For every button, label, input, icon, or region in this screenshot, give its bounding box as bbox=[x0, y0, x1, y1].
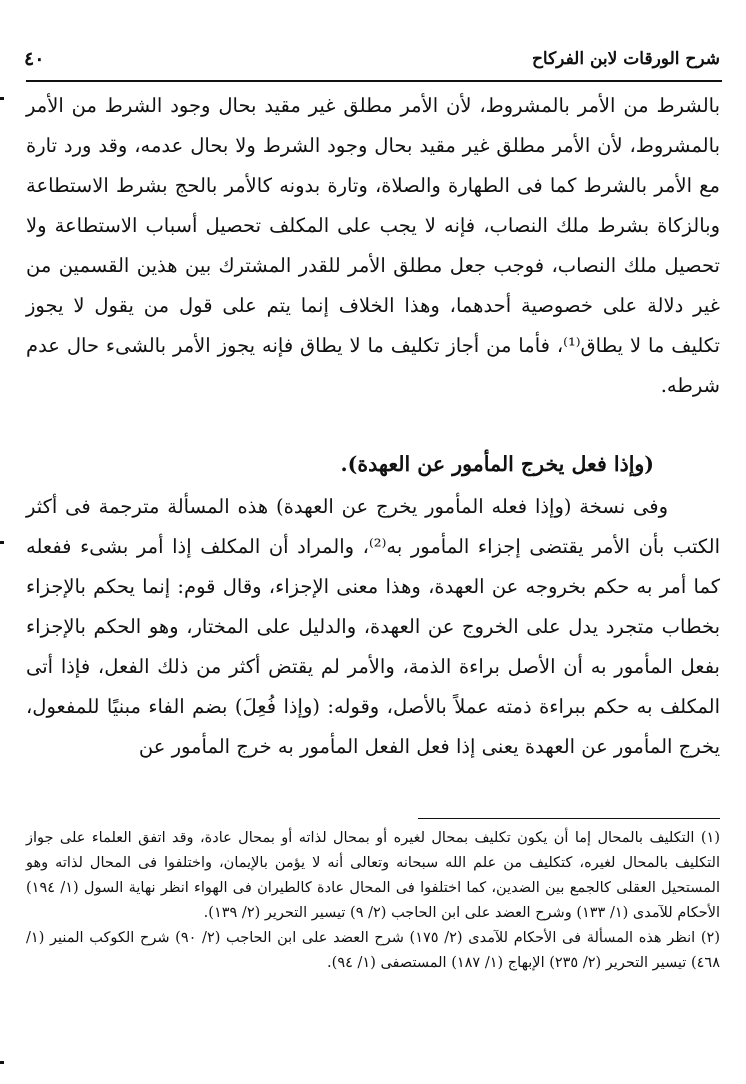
section-heading: (وإذا فعل يخرج المأمور عن العهدة). bbox=[340, 452, 654, 476]
header-rule bbox=[26, 80, 722, 82]
paragraph-2: وفى نسخة (وإذا فعله المأمور يخرج عن العهدة) هذه المسألة مترجمة فى أكثر الكتب بأن الأمر يقتضى إجزاء المأمور به⁽²⁾، والمراد أن المكلف إذا أمر بشىء ففعله كما أمر به حكم بخروجه عن العهدة، وهذا معنى الإجزاء، وقال قوم: إنما يحكم بالإجزاء بخطاب متجرد يدل على الخروج عن العهدة، والدليل على المختار، وهو الحكم بالإجزاء بفعل المأمور به أن الأصل براءة الذمة، والأمر لم يقتض أكثر من ذلك الفعل، فإذا أتى المكلف به حكم ببراءة ذمته عملاً بالأصل، وقوله: (وإذا فُعِلَ) بضم الفاء مبنيًا للمفعول، يخرج المأمور عن العهدة يعنى إذا فعل الفعل المأمور به خرج المأمور عن bbox=[26, 495, 720, 758]
footnote-rule bbox=[418, 818, 720, 819]
footnote-2: (٢) انظر هذه المسألة فى الأحكام للآمدى (٢/ ١٧٥) شرح العضد على ابن الحاجب (٢/ ٩٠) شرح الكوكب المنير (١/ ٤٦٨) تيسير التحرير (٢/ ٢٣٥) الإبهاج (١/ ١٨٧) المستصفى (١/ ٩٤). bbox=[26, 930, 720, 971]
margin-mark bbox=[0, 1061, 4, 1064]
page-header bbox=[24, 38, 720, 80]
footnote-1: (١) التكليف بالمحال إما أن يكون تكليف بمحال لغيره أو بمحال لذاته أو بمحال عادة، وقد اتفق العلماء على جواز التكليف بالمحال لغيره، كتكليف من علم الله سبحانه وتعالى أنه لا يؤمن بالإيمان، واختلفوا فى المحال لذاته وهو المستحيل العقلى كالجمع بين الضدين، كما اختلفوا فى المحال عادة كالطيران فى الهواء انظر نهاية السول (١/ ١٩٤) الأحكام للآمدى (١/ ١٣٣) وشرح العضد على ابن الحاجب (٢/ ٩) تيسير التحرير (٢/ ١٣٩). bbox=[26, 830, 720, 921]
page-number: ٤٠ bbox=[24, 48, 45, 70]
margin-mark bbox=[0, 97, 4, 100]
footnotes bbox=[26, 826, 720, 976]
paragraph-1: بالشرط من الأمر بالمشروط، لأن الأمر مطلق غير مقيد بحال وجود الشرط من الأمر بالمشروط، لأن الأمر مطلق غير مقيد بحال وجود الشرط ولا بحال عدمه، وقد ورد تارة مع الأمر بالشرط كما فى الطهارة والصلاة، وتارة بدونه كالأمر بالحج بشرط الاستطاعة وبالزكاة بشرط ملك النصاب، فإنه لا يجب على المكلف تحصيل أسباب الاستطاعة ولا تحصيل ملك النصاب، فوجب جعل مطلق الأمر للقدر المشترك بين هذين القسمين من غير دلالة على خصوصية أحدهما، وهذا الخلاف إنما يتم على قول من يقول لا يجوز تكليف ما لا يطاق⁽¹⁾، فأما من أجاز تكليف ما لا يطاق فإنه يجوز الأمر بالشىء حال عدم شرطه. bbox=[26, 94, 720, 397]
running-title: شرح الورقات لابن الفركاح bbox=[531, 49, 720, 69]
main-text-part2 bbox=[26, 487, 720, 767]
margin-mark bbox=[0, 541, 4, 544]
main-text-part1 bbox=[26, 86, 720, 406]
